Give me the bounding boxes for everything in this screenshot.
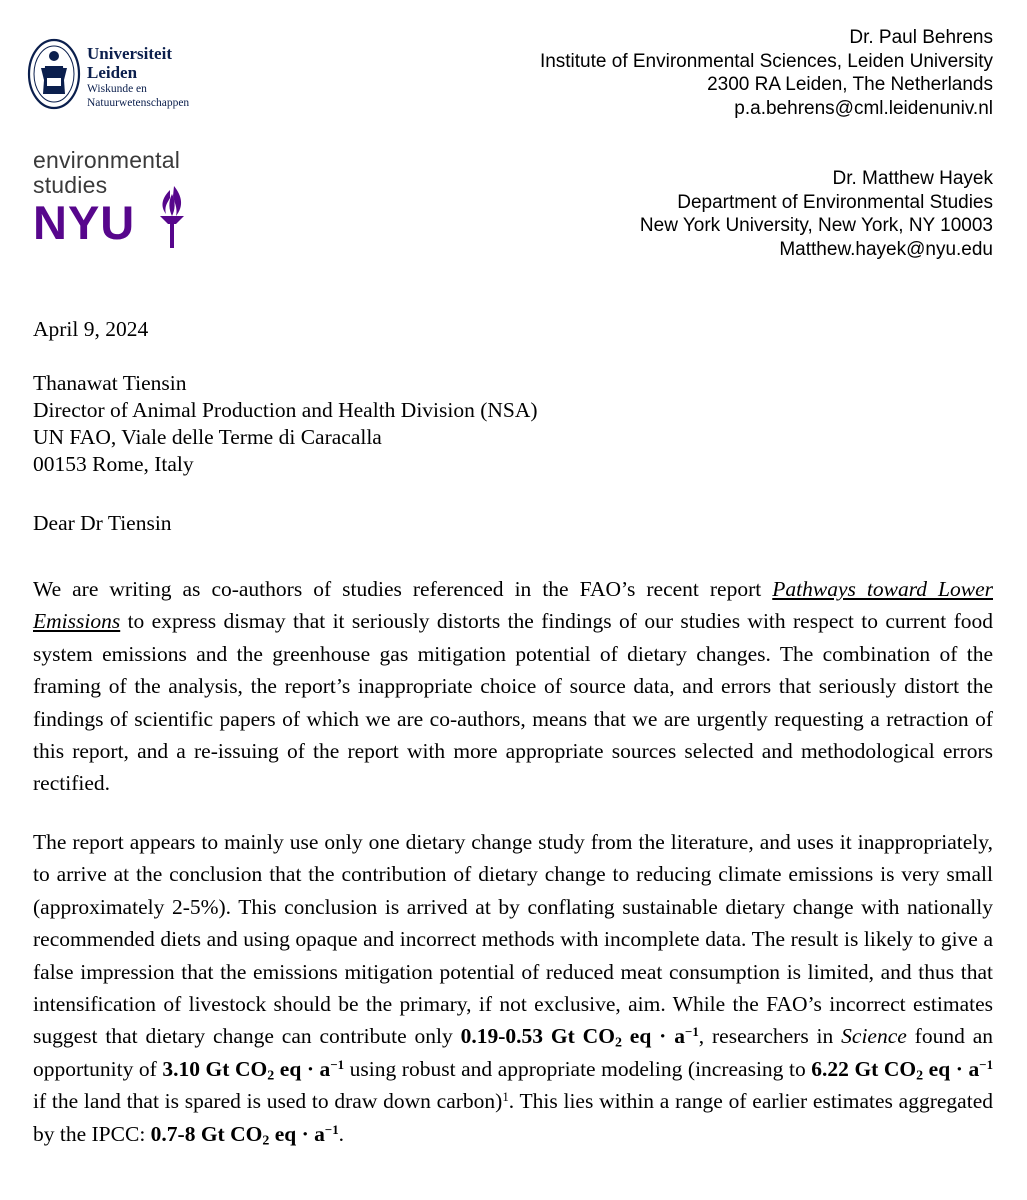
sender-address-hayek	[640, 167, 993, 261]
leiden-logo-text	[87, 44, 189, 110]
science-estimate-value	[162, 1056, 345, 1084]
unit-exponent: −1	[330, 1057, 345, 1072]
para1-text-a: We are writing as co-authors of studies referenced in the FAO’s recent report	[33, 577, 773, 601]
unit-eq: eq	[923, 1056, 956, 1081]
ipcc-estimate-value	[150, 1121, 339, 1149]
nyu-line-environmental: environmental	[33, 147, 181, 173]
letter-date: April 9, 2024	[33, 317, 149, 341]
leiden-university-logo	[27, 36, 227, 118]
recipient-name: Thanawat Tiensin	[33, 371, 187, 395]
co2-subscript: 2	[916, 1068, 924, 1084]
co2-subscript: 2	[614, 1035, 622, 1051]
science-estimate-number: 3.10 Gt CO	[162, 1056, 268, 1081]
nyu-torch-icon	[156, 186, 188, 248]
salutation: Dear Dr Tiensin	[33, 511, 172, 535]
para2-text-d: using robust and appropriate modeling (increasing to	[344, 1056, 812, 1081]
para1-text-b: to express dismay that it seriously distorts the findings of our studies with respect to current food system emissions and the greenhouse gas mitigation potential of dietary changes. The combination of the framing of the analysis, the report’s inappropriate choice of source data, and errors that seriously distort the findings of scientific papers of which we are co-authors, means that we are urgently requesting a retraction of this report, and a re-issuing of the report with more appropriate sources selected and methodological errors rectified.	[33, 609, 993, 796]
sender2-email[interactable]: Matthew.hayek@nyu.edu	[779, 238, 993, 260]
sender1-email[interactable]: p.a.behrens@cml.leidenuniv.nl	[734, 97, 993, 119]
para2-text-g: .	[338, 1121, 345, 1146]
land-spared-estimate-value	[811, 1056, 994, 1084]
unit-dot: ·	[301, 1121, 309, 1146]
recipient-address	[33, 370, 538, 478]
unit-exponent: −1	[979, 1057, 994, 1072]
para2-text-e: if the land that is spared is used to draw down carbon)	[33, 1089, 503, 1114]
unit-exponent: −1	[684, 1025, 699, 1040]
ipcc-estimate-number: 0.7-8 Gt CO	[150, 1121, 263, 1146]
unit-eq: eq	[621, 1024, 660, 1049]
sender1-name: Dr. Paul Behrens	[849, 27, 993, 48]
sender2-department: Department of Environmental Studies	[677, 191, 993, 213]
unit-eq: eq	[269, 1121, 302, 1146]
sender1-city: 2300 RA Leiden, The Netherlands	[707, 74, 993, 95]
sender2-name: Dr. Matthew Hayek	[832, 168, 993, 189]
fao-estimate-value	[460, 1024, 699, 1051]
unit-a: a	[962, 1056, 980, 1081]
fao-estimate-number: 0.19-0.53 Gt CO	[460, 1024, 615, 1049]
recipient-city: 00153 Rome, Italy	[33, 452, 194, 476]
recipient-title: Director of Animal Production and Health Division (NSA)	[33, 398, 538, 422]
para2-text-c: found an opportunity of	[33, 1024, 994, 1081]
unit-dot: ·	[306, 1056, 314, 1081]
nyu-wordmark: NYU	[33, 196, 136, 249]
recipient-street: UN FAO, Viale delle Terme di Caracalla	[33, 425, 382, 449]
leiden-line-faculty-2: Natuurwetenschappen	[87, 97, 190, 109]
leiden-line-universiteit: Universiteit	[87, 44, 172, 63]
unit-dot: ·	[955, 1056, 963, 1081]
paragraph-2	[33, 826, 993, 1150]
para2-text-a: The report appears to mainly use only one dietary change study from the literature, and uses it inappropriately, to arrive at the conclusion that the contribution of dietary change to reducing climate emissions is very small (approximately 2-5%). This conclusion is arrived at by conflating sustainable dietary change with nationally recommended diets and using opaque and incorrect methods with incomplete data. The result is likely to give a false impression that the emissions mitigation potential of reduced meat consumption is limited, and thus that intensification of livestock should be the primary, if not exclusive, aim. While the FAO’s incorrect estimates suggest that dietary change can contribute only	[33, 830, 993, 1049]
leiden-seal-icon	[27, 38, 81, 110]
sender2-city: New York University, New York, NY 10003	[639, 215, 993, 236]
leiden-line-faculty-1: Wiskunde en	[87, 83, 147, 95]
unit-dot: ·	[659, 1024, 667, 1049]
nyu-environmental-studies-logo	[33, 148, 233, 258]
leiden-line-leiden: Leiden	[87, 63, 138, 82]
footnote-marker-1[interactable]: 1	[502, 1090, 509, 1105]
unit-exponent: −1	[324, 1122, 339, 1137]
para2-text-b: , researchers in	[698, 1024, 842, 1049]
report-title-link[interactable]: Pathways toward Lower Emissions	[33, 577, 993, 634]
unit-a: a	[314, 1056, 331, 1081]
unit-eq: eq	[274, 1056, 307, 1081]
para2-text-f: . This lies within a range of earlier estimates aggregated by the IPCC:	[33, 1089, 993, 1146]
sender-address-behrens	[540, 26, 993, 120]
sender1-institute: Institute of Environmental Sciences, Leiden University	[539, 50, 993, 72]
paragraph-1	[33, 573, 993, 800]
unit-a: a	[666, 1024, 685, 1049]
land-spared-estimate-number: 6.22 Gt CO	[811, 1056, 917, 1081]
unit-a: a	[308, 1121, 325, 1146]
co2-subscript: 2	[267, 1068, 275, 1084]
nyu-line-studies: studies	[33, 172, 108, 198]
co2-subscript: 2	[262, 1133, 270, 1149]
journal-science: Science	[841, 1024, 907, 1049]
